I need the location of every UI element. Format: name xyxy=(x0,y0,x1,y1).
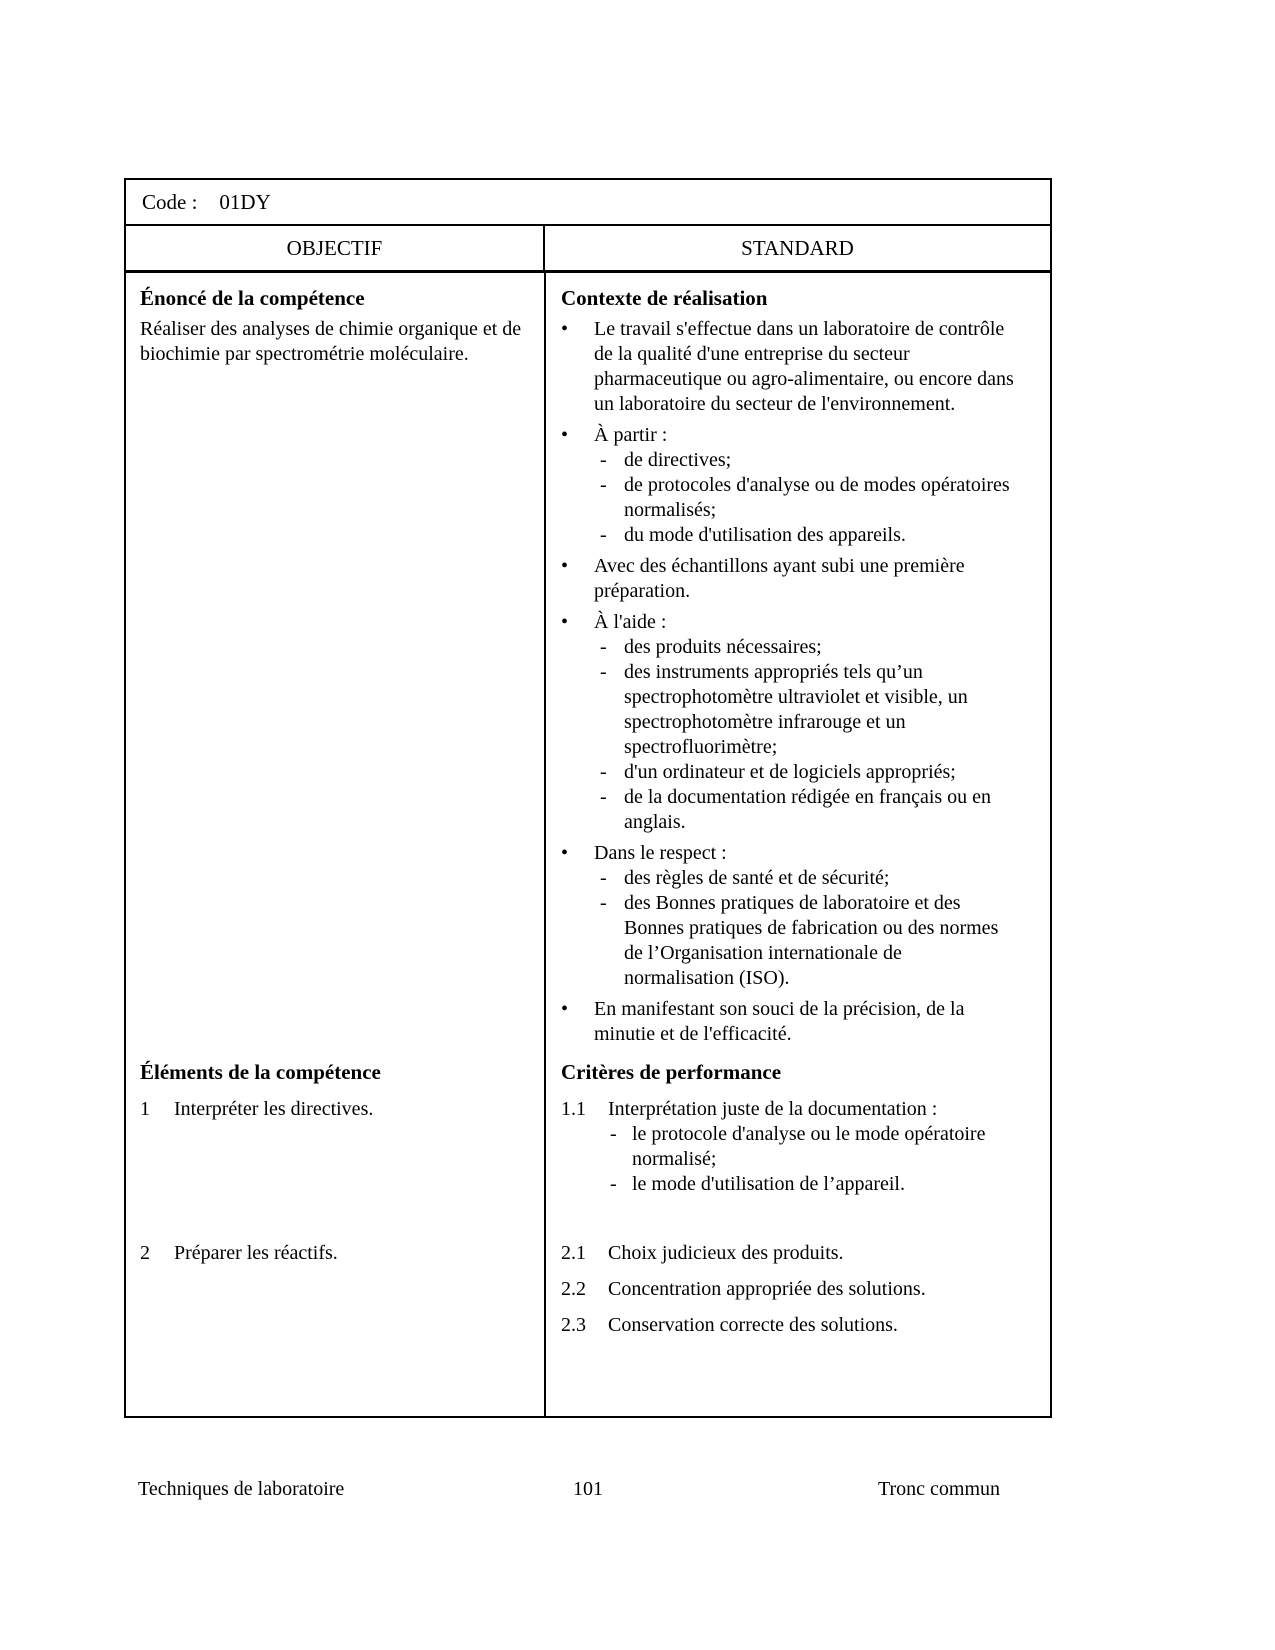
context-sub-item xyxy=(600,635,1014,660)
context-sub-text: des Bonnes pratiques de laboratoire et des Bonnes pratiques de fabrication ou des normes de l’Organisation internationale de normalisation (ISO). xyxy=(624,892,999,989)
element-text: Interpréter les directives. xyxy=(174,1098,374,1120)
bullet-marker-icon xyxy=(561,317,594,417)
context-sub-text: de la documentation rédigée en français ou en anglais. xyxy=(624,786,992,833)
page-footer xyxy=(124,1478,1052,1501)
context-bullet xyxy=(561,554,1014,604)
context-sub-text: de protocoles d'analyse ou de modes opératoires normalisés; xyxy=(624,474,1010,521)
bullet-marker-icon xyxy=(561,423,594,448)
context-sub-item xyxy=(600,523,1014,548)
criteria-sub-text: le mode d'utilisation de l’appareil. xyxy=(632,1173,905,1195)
criteres-title-cell xyxy=(545,1047,1050,1091)
table-header-row xyxy=(126,226,1050,273)
competency-table xyxy=(124,178,1052,1418)
footer-document-title: Techniques de laboratoire xyxy=(138,1478,345,1500)
context-bullet xyxy=(561,997,1014,1047)
criteria-cell-1 xyxy=(545,1091,1050,1197)
context-sub-item xyxy=(600,473,1014,523)
dash-marker-icon xyxy=(600,523,624,548)
contexte-cell xyxy=(545,273,1050,1047)
dash-marker-icon xyxy=(600,891,624,991)
criteria-sub-item xyxy=(610,1172,1014,1197)
enonce-title: Énoncé de la compétence xyxy=(140,286,365,310)
criteria-text: Interprétation juste de la documentation : xyxy=(608,1098,938,1120)
element-cell-1 xyxy=(126,1091,545,1197)
context-bullet-text: À l'aide : xyxy=(594,611,667,633)
criteres-title: Critères de performance xyxy=(561,1060,782,1084)
footer-section-name: Tronc commun xyxy=(877,1478,1000,1500)
context-bullet-text: Le travail s'effectue dans un laboratoire de contrôle de la qualité d'une entreprise du secteur pharmaceutique ou agro-alimentaire, ou encore dans un laboratoire du secteur de l'environnement. xyxy=(594,318,1014,415)
criteria-text: Concentration appropriée des solutions. xyxy=(608,1278,926,1300)
code-value: 01DY xyxy=(219,189,271,214)
bullet-marker-icon xyxy=(561,554,594,604)
context-sub-text: de directives; xyxy=(624,449,732,471)
context-bullet xyxy=(561,841,1014,866)
criteria-text: Choix judicieux des produits. xyxy=(608,1242,844,1264)
criteria-item xyxy=(561,1097,1014,1122)
footer-page-number: 101 xyxy=(573,1478,603,1500)
dash-marker-icon xyxy=(610,1172,632,1197)
context-sub-item xyxy=(600,785,1014,835)
context-bullet-text: Dans le respect : xyxy=(594,842,727,864)
context-sub-text: d'un ordinateur et de logiciels appropriés; xyxy=(624,761,956,783)
dash-marker-icon xyxy=(600,760,624,785)
elements-title-cell xyxy=(126,1047,545,1091)
criteria-cell-2 xyxy=(545,1229,1050,1338)
elements-title: Éléments de la compétence xyxy=(140,1060,381,1084)
column-header-objectif: OBJECTIF xyxy=(126,226,545,270)
dash-marker-icon xyxy=(600,660,624,760)
dash-marker-icon xyxy=(600,866,624,891)
criteria-item xyxy=(561,1241,1014,1266)
criteria-number: 1.1 xyxy=(561,1098,586,1120)
criteria-number: 2.3 xyxy=(561,1314,586,1336)
context-sub-item xyxy=(600,891,1014,991)
element-item xyxy=(140,1241,535,1266)
context-bullet-text: À partir : xyxy=(594,424,668,446)
context-sub-item xyxy=(600,760,1014,785)
context-sub-item xyxy=(600,448,1014,473)
dash-marker-icon xyxy=(610,1122,632,1172)
bullet-marker-icon xyxy=(561,610,594,635)
enonce-text: Réaliser des analyses de chimie organique et de biochimie par spectrométrie moléculaire. xyxy=(140,318,522,365)
criteria-sub-item xyxy=(610,1122,1014,1172)
element-item xyxy=(140,1097,535,1122)
element-cell-2 xyxy=(126,1229,545,1338)
column-header-standard: STANDARD xyxy=(741,236,854,260)
criteria-number: 2.1 xyxy=(561,1242,586,1264)
context-sub-item xyxy=(600,660,1014,760)
context-bullet-text: En manifestant son souci de la précision, de la minutie et de l'efficacité. xyxy=(594,998,965,1045)
code-label: Code : xyxy=(142,189,198,214)
dash-marker-icon xyxy=(600,635,624,660)
context-sub-text: des instruments appropriés tels qu’un spectrophotomètre ultraviolet et visible, un spectrophotomètre infrarouge et un spectrofluorimètre; xyxy=(624,661,968,758)
context-sub-text: des produits nécessaires; xyxy=(624,636,822,658)
context-sub-text: du mode d'utilisation des appareils. xyxy=(624,524,906,546)
context-bullet xyxy=(561,610,1014,635)
table-body-grid xyxy=(126,273,1050,1338)
dash-marker-icon xyxy=(600,473,624,523)
table-body xyxy=(126,273,1050,1416)
criteria-item xyxy=(561,1277,1014,1302)
context-bullet xyxy=(561,317,1014,417)
context-bullet xyxy=(561,423,1014,448)
context-sub-item xyxy=(600,866,1014,891)
element-text: Préparer les réactifs. xyxy=(174,1242,338,1264)
dash-marker-icon xyxy=(600,448,624,473)
element-number: 2 xyxy=(140,1242,150,1264)
element-number: 1 xyxy=(140,1098,150,1120)
criteria-item xyxy=(561,1313,1014,1338)
context-bullet-text: Avec des échantillons ayant subi une première préparation. xyxy=(594,555,965,602)
context-sub-text: des règles de santé et de sécurité; xyxy=(624,867,890,889)
code-row xyxy=(126,180,1050,226)
dash-marker-icon xyxy=(600,785,624,835)
bullet-marker-icon xyxy=(561,997,594,1047)
bullet-marker-icon xyxy=(561,841,594,866)
criteria-number: 2.2 xyxy=(561,1278,586,1300)
criteria-sub-text: le protocole d'analyse ou le mode opératoire normalisé; xyxy=(632,1123,986,1170)
criteria-text: Conservation correcte des solutions. xyxy=(608,1314,898,1336)
enonce-cell xyxy=(126,273,545,1047)
contexte-title: Contexte de réalisation xyxy=(561,286,768,310)
